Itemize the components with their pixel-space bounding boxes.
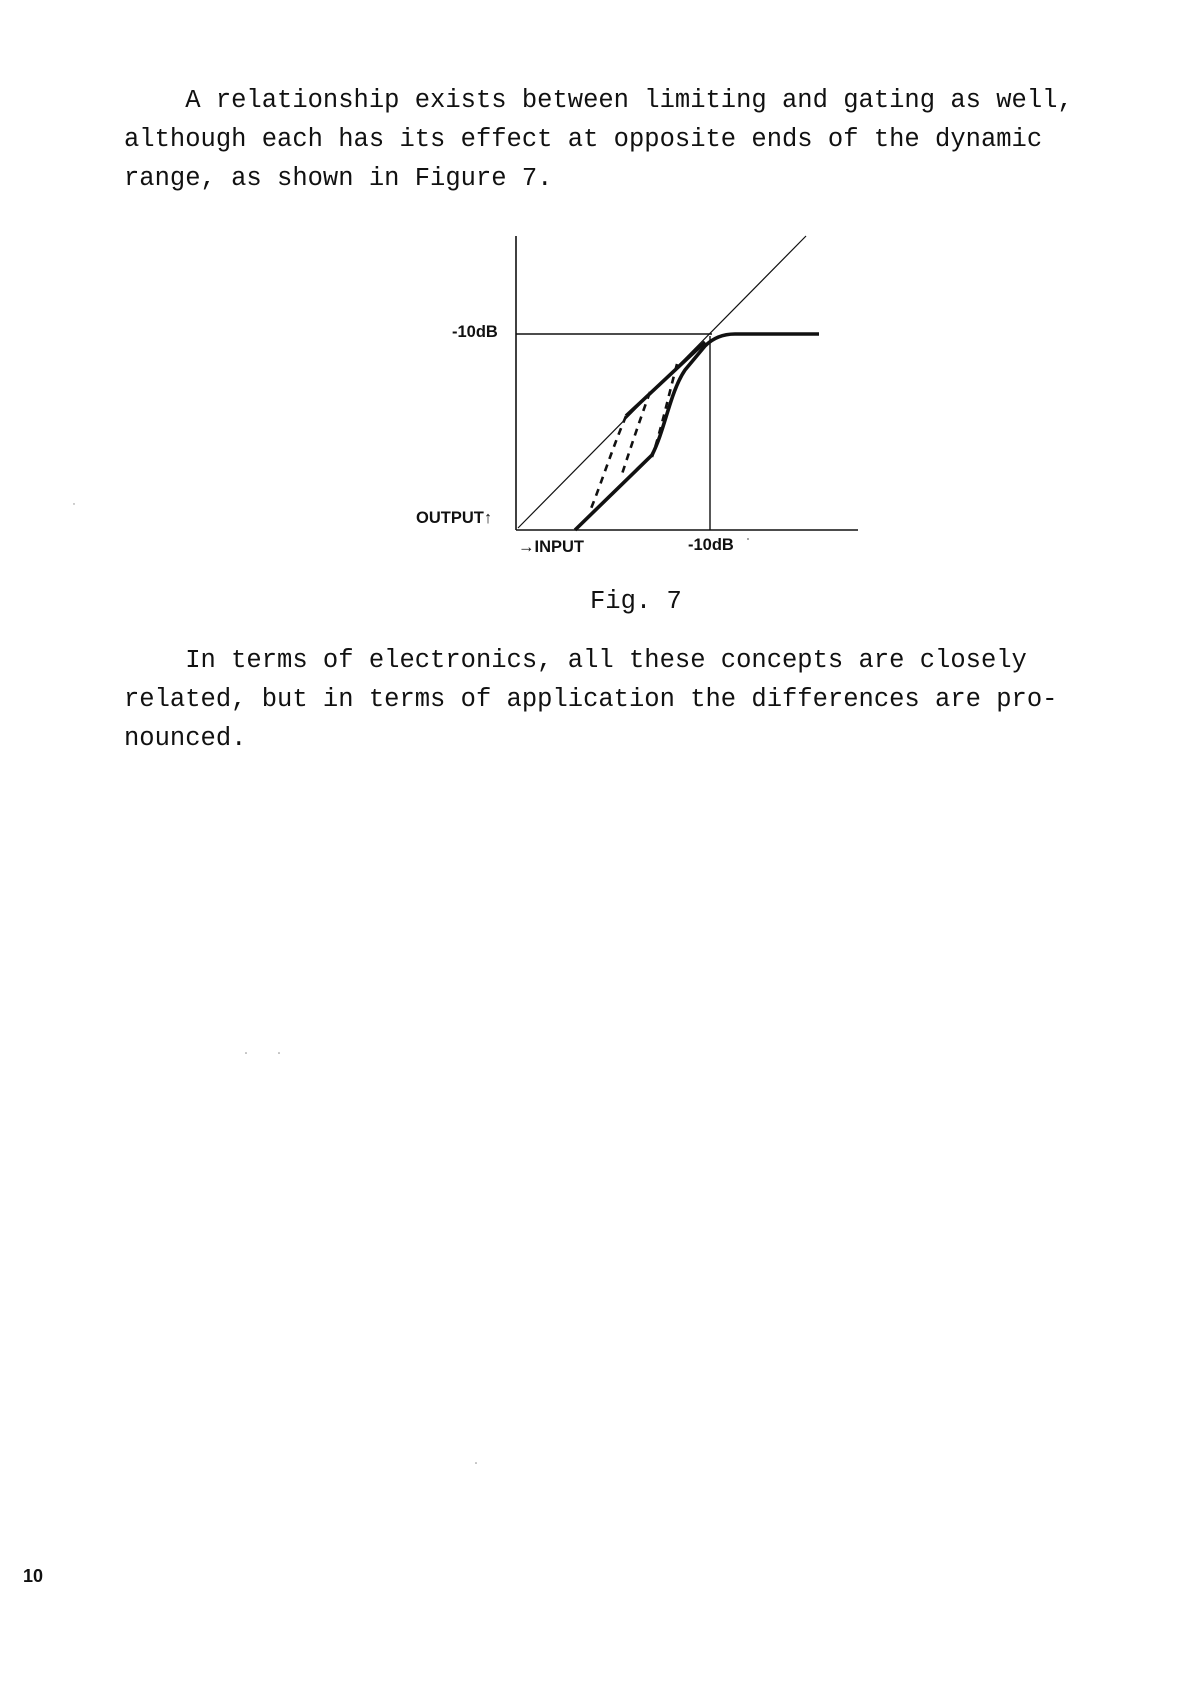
paragraph-line: related, but in terms of application the differences are pro- — [124, 685, 1058, 714]
stray-mark — [245, 1052, 247, 1054]
paragraph-line: although each has its effect at opposite ends of the dynamic — [124, 125, 1043, 154]
output-threshold-label: -10dB — [452, 323, 498, 341]
page-number: 10 — [23, 1566, 44, 1586]
paragraph-line: In terms of electronics, all these concepts are closely — [124, 646, 1027, 675]
figure-caption: Fig. 7 — [590, 587, 682, 616]
paragraph-line: nounced. — [124, 724, 247, 753]
paragraph-line: A relationship exists between limiting and gating as well, — [124, 86, 1073, 115]
paragraph-line: range, as shown in Figure 7. — [124, 164, 553, 193]
input-axis-label: →INPUT — [518, 538, 584, 556]
output-axis-label: OUTPUT↑ — [416, 509, 493, 527]
input-threshold-label: -10dB — [688, 536, 734, 554]
stray-mark — [278, 1052, 280, 1054]
stray-mark — [475, 1462, 477, 1464]
